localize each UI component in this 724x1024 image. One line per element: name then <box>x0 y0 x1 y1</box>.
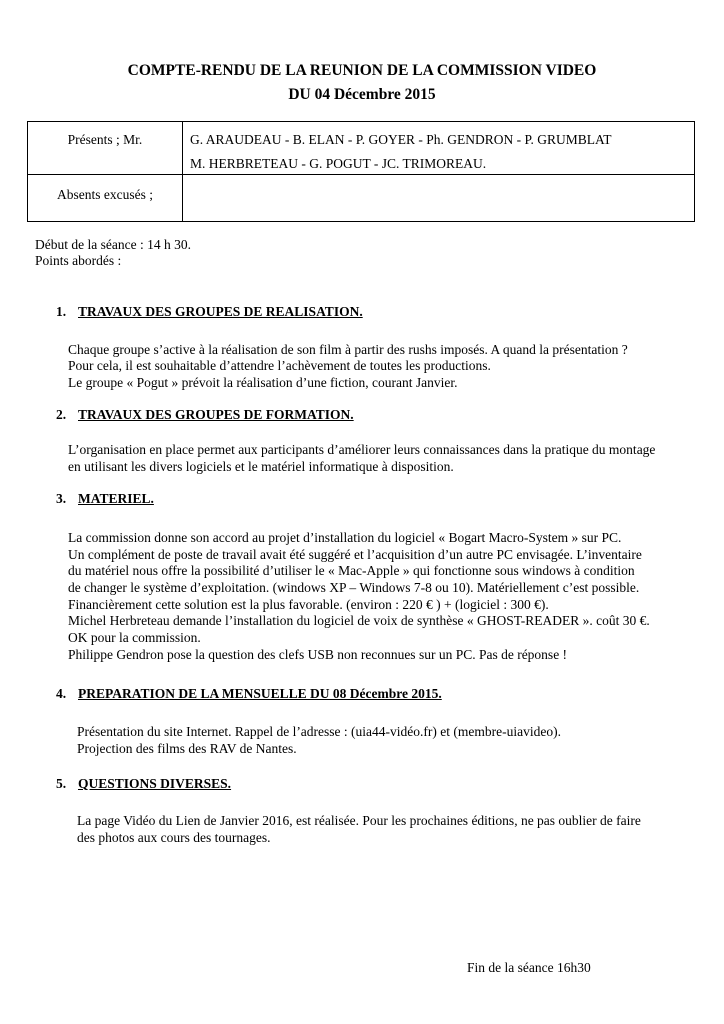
section-line: Présentation du site Internet. Rappel de l’adresse : (uia44-vidéo.fr) et (membre-uiavideo). <box>77 724 561 739</box>
section-line: La page Vidéo du Lien de Janvier 2016, est réalisée. Pour les prochaines éditions, ne pas oublier de faire <box>77 813 641 828</box>
section-number: 2. <box>56 407 67 422</box>
section-line: Un complément de poste de travail avait été suggéré et l’acquisition d’un autre PC envisagée. L’inventaire <box>68 547 642 562</box>
section-line: Le groupe « Pogut » prévoit la réalisation d’une fiction, courant Janvier. <box>68 375 458 390</box>
section-line: Projection des films des RAV de Nantes. <box>77 741 297 756</box>
section-number: 1. <box>56 304 67 319</box>
absent-row <box>28 175 695 222</box>
present-names-cell <box>183 122 695 175</box>
present-names-line: G. ARAUDEAU - B. ELAN - P. GOYER - Ph. GENDRON - P. GRUMBLAT <box>190 132 612 147</box>
section-line: La commission donne son accord au projet d’installation du logiciel « Bogart Macro-System » sur PC. <box>68 530 622 545</box>
section-number: 4. <box>56 686 67 701</box>
section-title: MATERIEL. <box>78 491 154 506</box>
document-title: COMPTE-RENDU DE LA REUNION DE LA COMMISSION VIDEO <box>127 62 597 79</box>
absent-names-cell <box>183 175 695 222</box>
section-heading <box>56 686 442 702</box>
section-heading <box>56 776 231 792</box>
session-end: Fin de la séance 16h30 <box>467 960 591 975</box>
present-names-line: M. HERBRETEAU - G. POGUT - JC. TRIMOREAU. <box>190 156 487 171</box>
section-line: en utilisant les divers logiciels et le matériel informatique à disposition. <box>68 459 454 474</box>
section-line: L’organisation en place permet aux participants d’améliorer leurs connaissances dans la pratique du montage <box>68 442 656 457</box>
section-line: Financièrement cette solution est la plus favorable. (environ : 220 € ) + (logiciel : 300 €). <box>68 597 549 612</box>
section-heading <box>56 407 354 423</box>
section-heading <box>56 304 363 320</box>
section-title: TRAVAUX DES GROUPES DE FORMATION. <box>78 407 354 422</box>
section-title: PREPARATION DE LA MENSUELLE DU 08 Décembre 2015. <box>78 686 442 701</box>
absent-label: Absents excusés ; <box>57 187 153 202</box>
present-row <box>28 122 695 175</box>
section-line: Michel Herbreteau demande l’installation du logiciel de voix de synthèse « GHOST-READER ». coût 30 €. <box>68 613 650 628</box>
section-heading <box>56 491 154 507</box>
section-line: Pour cela, il est souhaitable d’attendre l’achèvement de toutes les productions. <box>68 358 491 373</box>
present-label-cell <box>28 122 183 175</box>
session-start: Début de la séance : 14 h 30. <box>35 237 191 252</box>
present-label: Présents ; Mr. <box>67 132 143 147</box>
section-number: 5. <box>56 776 67 791</box>
section-line: du matériel nous offre la possibilité d’utiliser le « Mac-Apple » qui fonctionne sous windows à condition <box>68 563 635 578</box>
points-heading: Points abordés : <box>35 253 122 268</box>
section-line: des photos aux cours des tournages. <box>77 830 271 845</box>
section-line: OK pour la commission. <box>68 630 201 645</box>
section-number: 3. <box>56 491 67 506</box>
section-line: Chaque groupe s’active à la réalisation de son film à partir des rushs imposés. A quand la présentation ? <box>68 342 628 357</box>
absent-label-cell <box>28 175 183 222</box>
document-date: DU 04 Décembre 2015 <box>288 86 436 103</box>
section-line: Philippe Gendron pose la question des clefs USB non reconnues sur un PC. Pas de réponse ! <box>68 647 568 662</box>
section-line: de changer le système d’exploitation. (windows XP – Windows 7-8 ou 10). Matériellement c’est possible. <box>68 580 640 595</box>
section-title: TRAVAUX DES GROUPES DE REALISATION. <box>78 304 363 319</box>
attendance-table <box>27 121 695 222</box>
section-title: QUESTIONS DIVERSES. <box>78 776 232 791</box>
